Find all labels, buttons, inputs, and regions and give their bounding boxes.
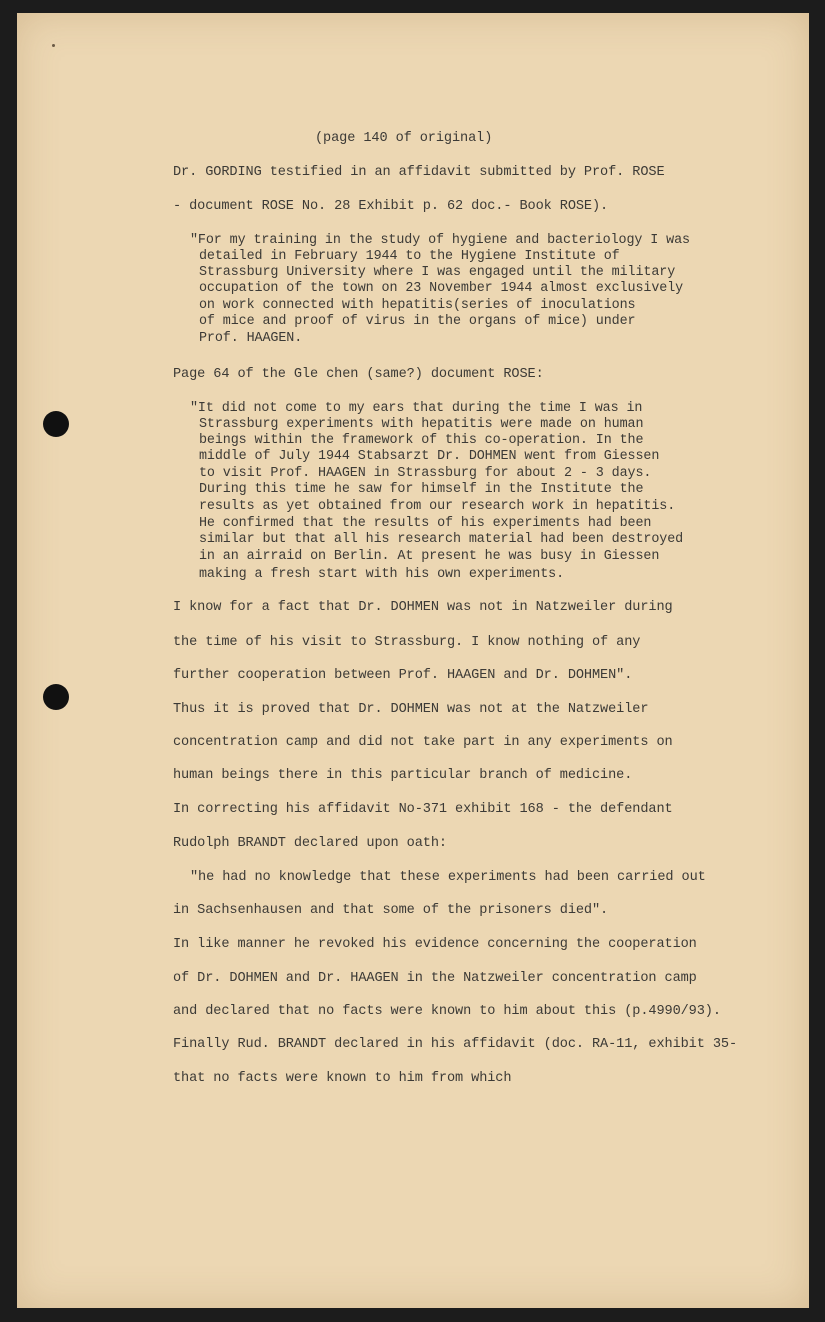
quote-line: in an airraid on Berlin. At present he was busy in Giessen	[199, 549, 660, 564]
punch-hole	[43, 411, 69, 437]
body-line: Thus it is proved that Dr. DOHMEN was not at the Natzweiler	[173, 702, 649, 717]
quote-line: During this time he saw for himself in the Institute the	[199, 482, 644, 497]
quote-line: similar but that all his research material had been destroyed	[199, 532, 684, 547]
body-line: I know for a fact that Dr. DOHMEN was not in Natzweiler during	[173, 600, 673, 615]
quote-line: He confirmed that the results of his experiments had been	[199, 516, 652, 531]
body-line: Rudolph BRANDT declared upon oath:	[173, 836, 447, 851]
quote-line: "It did not come to my ears that during the time I was in	[190, 401, 643, 416]
page-reference-line: Page 64 of the Gle chen (same?) document ROSE:	[173, 367, 544, 382]
body-line: In correcting his affidavit No-371 exhibit 168 - the defendant	[173, 802, 673, 817]
page-header: (page 140 of original)	[315, 131, 493, 146]
body-line: concentration camp and did not take part in any experiments on	[173, 735, 673, 750]
quote-line: middle of July 1944 Stabsarzt Dr. DOHMEN went from Giessen	[199, 449, 660, 464]
quote-line: Strassburg experiments with hepatitis were made on human	[199, 417, 644, 432]
quote-line: Strassburg University where I was engaged until the military	[199, 265, 676, 280]
quote-line: on work connected with hepatitis(series of inoculations	[199, 298, 636, 313]
body-line: the time of his visit to Strassburg. I know nothing of any	[173, 635, 641, 650]
quote-line: Prof. HAAGEN.	[199, 331, 303, 346]
body-line: further cooperation between Prof. HAAGEN and Dr. DOHMEN".	[173, 668, 633, 683]
quote-line: to visit Prof. HAAGEN in Strassburg for about 2 - 3 days.	[199, 466, 652, 481]
body-line: that no facts were known to him from which	[173, 1071, 512, 1086]
intro-line: Dr. GORDING testified in an affidavit submitted by Prof. ROSE	[173, 165, 665, 180]
intro-line: - document ROSE No. 28 Exhibit p. 62 doc.- Book ROSE).	[173, 199, 609, 214]
body-line: of Dr. DOHMEN and Dr. HAAGEN in the Natzweiler concentration camp	[173, 971, 697, 986]
quote-line: results as yet obtained from our research work in hepatitis.	[199, 499, 676, 514]
punch-hole	[43, 684, 69, 710]
quote-line: making a fresh start with his own experiments.	[199, 567, 565, 582]
body-line: Finally Rud. BRANDT declared in his affidavit (doc. RA-11, exhibit 35-	[173, 1037, 738, 1052]
quote-line: occupation of the town on 23 November 1944 almost exclusively	[199, 281, 684, 296]
quote-line: "For my training in the study of hygiene and bacteriology I was	[190, 233, 690, 248]
body-line: in Sachsenhausen and that some of the prisoners died".	[173, 903, 609, 918]
paper-speck	[52, 44, 55, 47]
body-line: "he had no knowledge that these experiments had been carried out	[190, 870, 706, 885]
body-line: human beings there in this particular branch of medicine.	[173, 768, 633, 783]
quote-line: of mice and proof of virus in the organs of mice) under	[199, 314, 636, 329]
quote-line: detailed in February 1944 to the Hygiene Institute of	[199, 249, 620, 264]
body-line: In like manner he revoked his evidence concerning the cooperation	[173, 937, 697, 952]
body-line: and declared that no facts were known to him about this (p.4990/93).	[173, 1004, 721, 1019]
quote-line: beings within the framework of this co-operation. In the	[199, 433, 644, 448]
